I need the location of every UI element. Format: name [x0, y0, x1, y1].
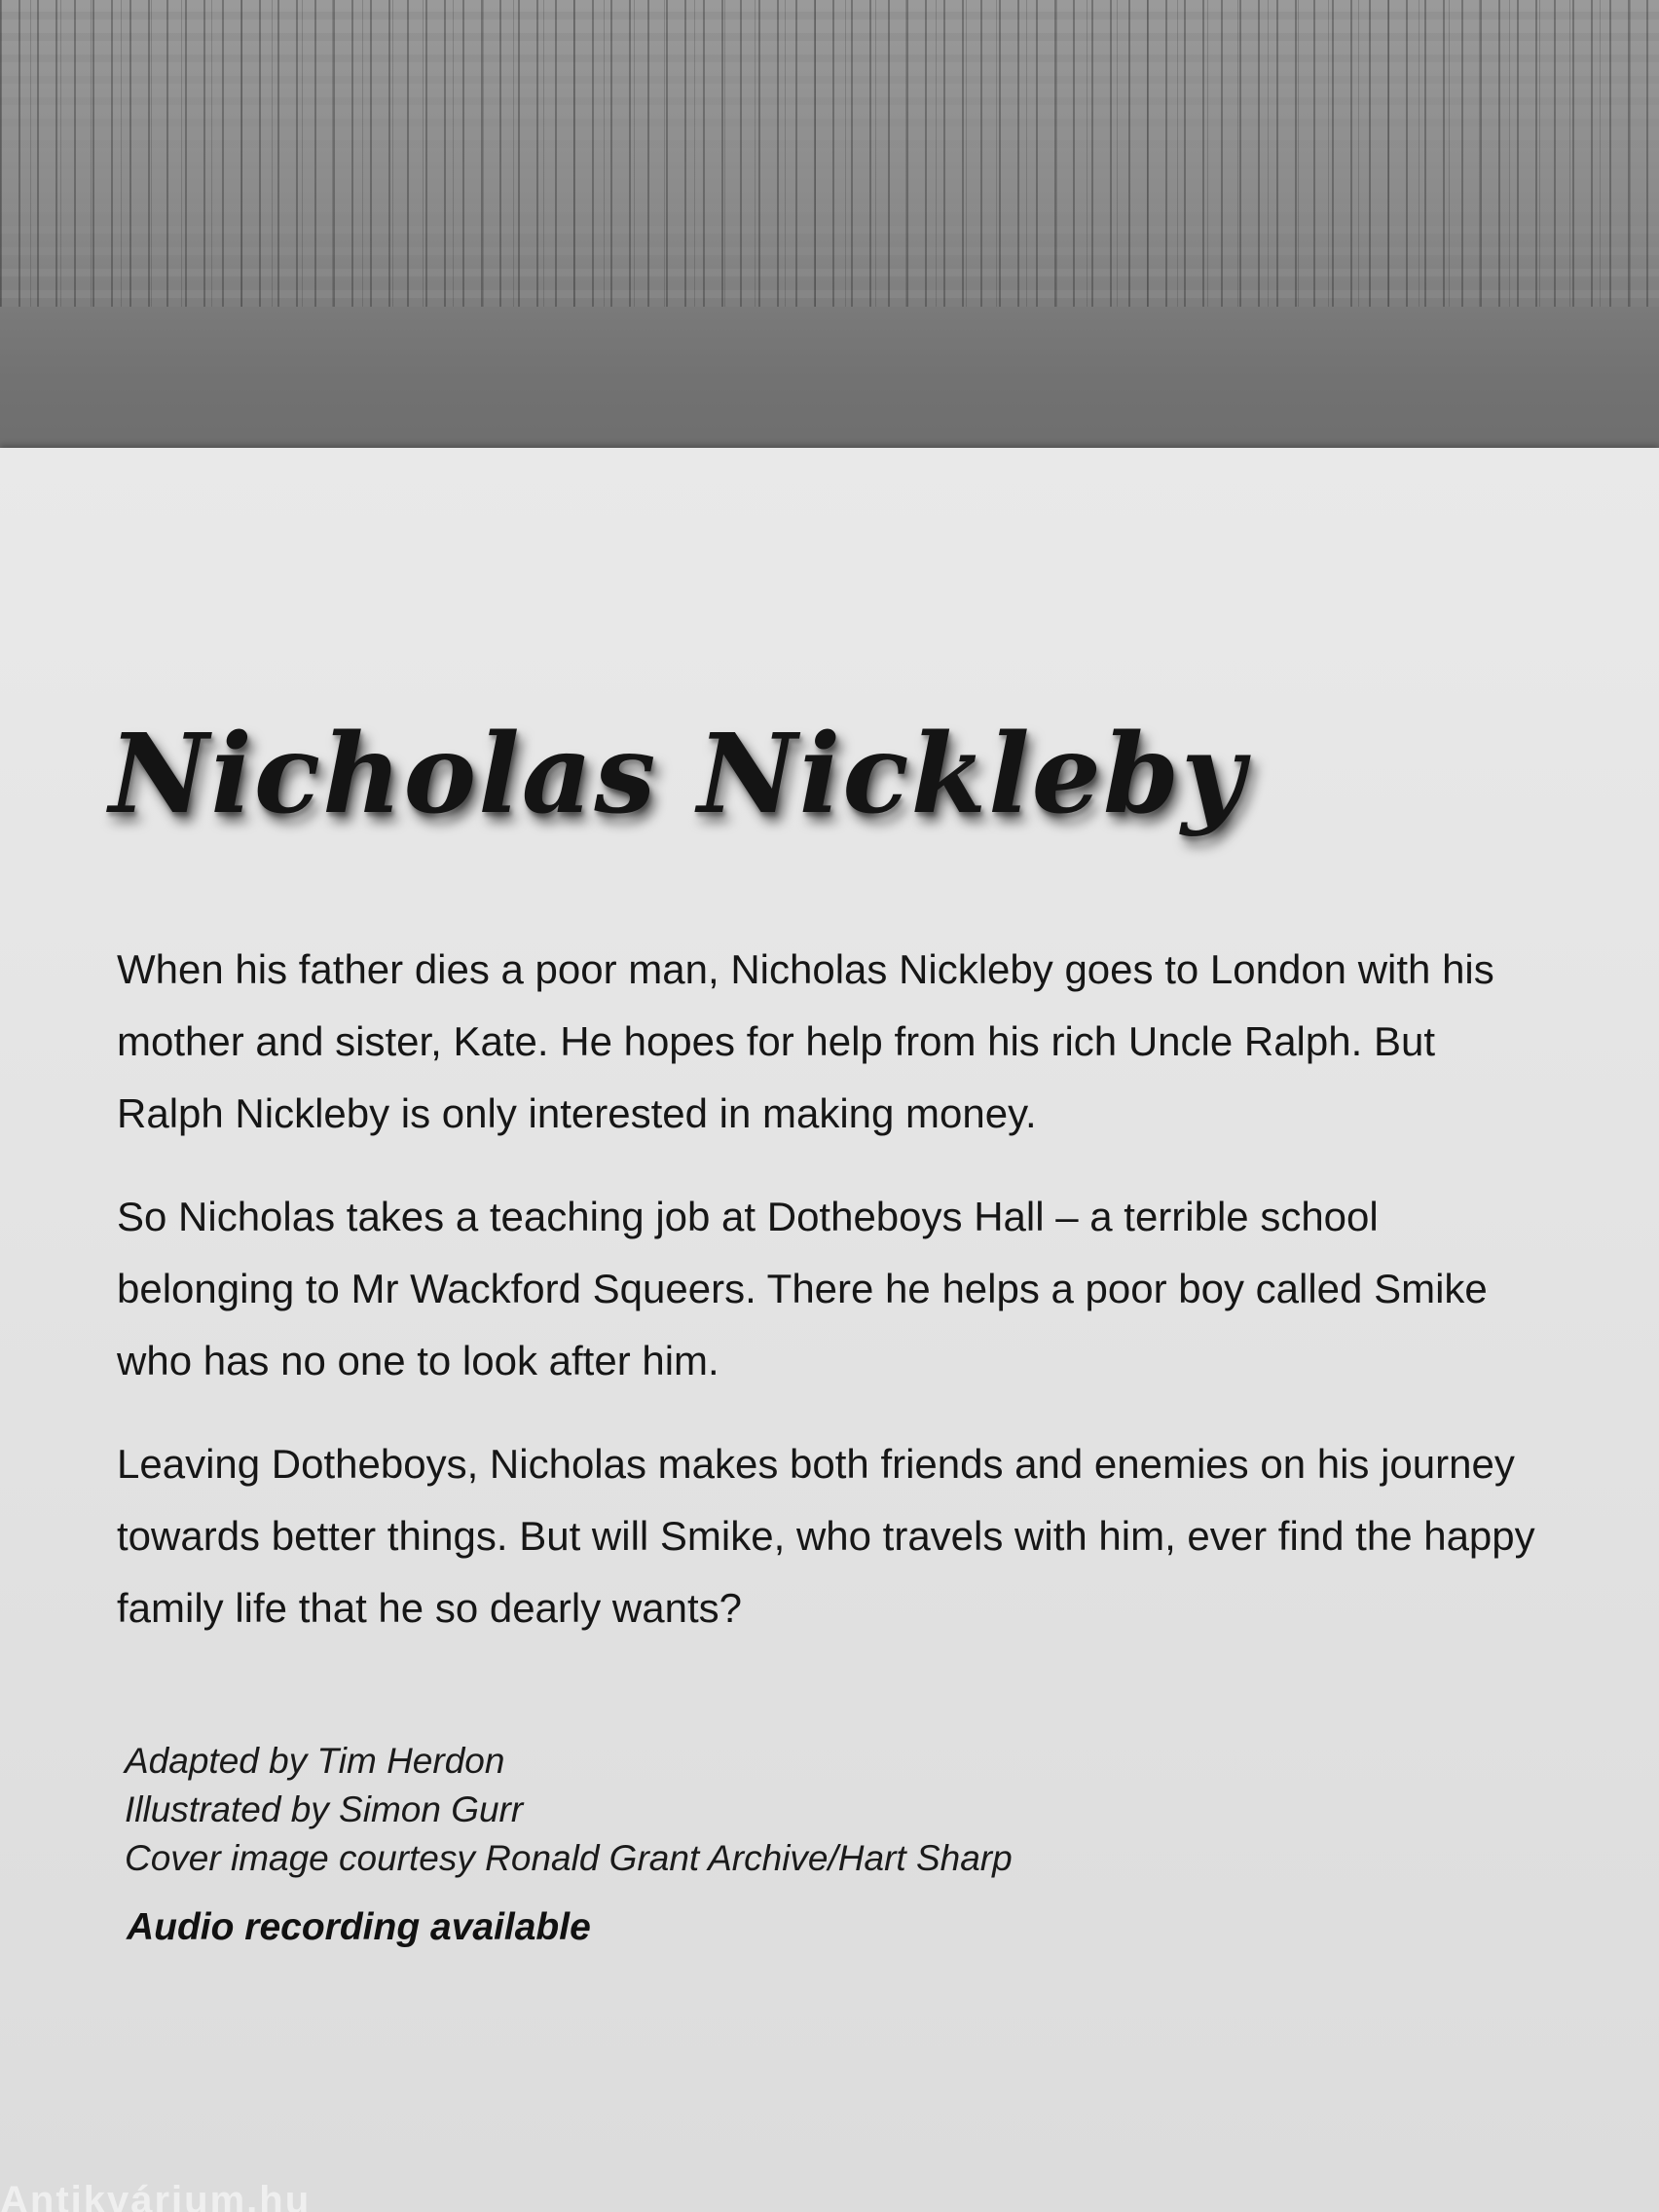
background-texture [0, 0, 1659, 312]
illustrated-by-credit: Illustrated by Simon Gurr [125, 1789, 524, 1829]
blurb-paragraph-3: Leaving Dotheboys, Nicholas makes both friends and enemies on his journey towards better things. But will Smike, who travels with him, ever find the happy family life that he so dearly wants? [117, 1441, 1535, 1631]
audio-availability-note: Audio recording available [127, 1906, 591, 1948]
book-edge-band [0, 307, 1659, 453]
cover-image-credit: Cover image courtesy Ronald Grant Archive/Hart Sharp [125, 1838, 1013, 1878]
blurb-paragraph-1: When his father dies a poor man, Nicholas Nickleby goes to London with his mother and sister, Kate. He hopes for help from his rich Uncle Ralph. But Ralph Nickleby is only interested in making money. [117, 946, 1494, 1136]
book-title: Nicholas Nickleby [109, 711, 1247, 838]
watermark: Antikvárium.hu [0, 2179, 312, 2212]
credits-block [125, 1737, 1390, 1883]
blurb-paragraph-2: So Nicholas takes a teaching job at Dotheboys Hall – a terrible school belonging to Mr Wackford Squeers. There he helps a poor boy called Smike who has no one to look after him. [117, 1194, 1488, 1383]
adapted-by-credit: Adapted by Tim Herdon [125, 1741, 505, 1781]
